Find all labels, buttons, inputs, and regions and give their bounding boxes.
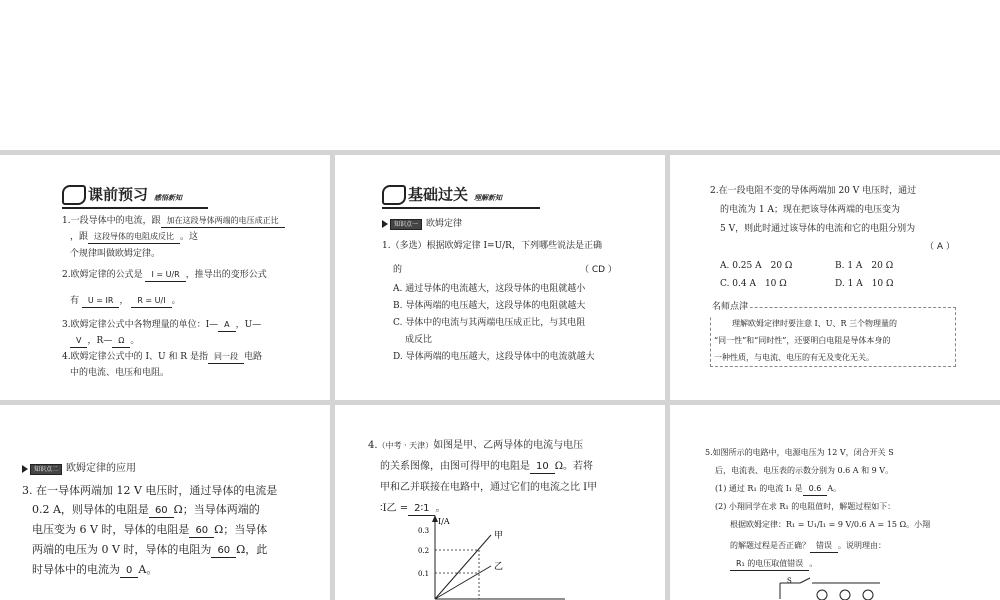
q4-line1: 4.（中考 · 天津）如图是甲、乙两导体的电流与电压 <box>368 440 584 451</box>
q1-answer: （ CD ） <box>580 265 617 275</box>
blank-top-area <box>0 0 1000 150</box>
label-jia: 甲 <box>494 531 504 541</box>
q4-line3: 甲和乙并联接在电路中，通过它们的电流之比 I甲 <box>380 482 598 493</box>
tip-line3: 一种性质，与电流、电压的有无及变化无关。 <box>714 353 874 362</box>
answer: U = IR <box>82 294 120 308</box>
topic-tag: 知识点一 <box>390 219 422 230</box>
multi-choice-tag: （多选） <box>390 241 427 251</box>
q3-line3: 电压变为 6 V 时，导体的电阻是 60 Ω；当导体 <box>32 523 268 536</box>
panel-q2 <box>670 155 1000 400</box>
option-c: C. 导体中的电流与其两端电压成正比，与其电阻 <box>393 318 586 328</box>
q2-line3: 5 V，则此时通过该导体的电流和它的电阻分别为 <box>720 224 916 234</box>
q2-line1: 2.欧姆定律的公式是 I = U/R ，推导出的变形公式 <box>62 270 267 280</box>
q1-line1: 1.一段导体中的电流，跟 加在这段导体两端的电压成正比 <box>62 213 285 230</box>
panel-q5 <box>670 405 1000 600</box>
line-jia <box>435 535 491 599</box>
q1-line2: ，跟 这段导体的电阻成反比 。这 <box>70 232 199 242</box>
panel-q3 <box>0 405 330 600</box>
tip-label: 名师点津 <box>710 299 750 316</box>
source-tag: （中考 · 天津） <box>377 441 434 450</box>
label-yi: 乙 <box>494 562 504 572</box>
panel-preview <box>0 155 330 400</box>
y-tick-label: 0.1 <box>418 570 430 578</box>
option-b: B. 导体两端的电压越大，这段导体的电阻就越大 <box>393 301 586 311</box>
answer: A <box>218 318 235 332</box>
q2-line1: 2.在一段电阻不变的导体两端加 20 V 电压时，通过 <box>710 186 917 196</box>
header-subtitle: 理解新知 <box>474 193 503 202</box>
q3-line2: V ，R— Ω 。 <box>70 333 139 350</box>
option-a: A. 0.25 A 20 Ω <box>720 261 793 271</box>
meter-icon <box>863 590 873 600</box>
triangle-icon <box>22 465 28 473</box>
answer: 60 <box>149 504 174 518</box>
header-icon <box>62 185 86 205</box>
topic-row <box>382 216 462 233</box>
q3-line1: 3. 在一导体两端加 12 V 电压时，通过导体的电流是 <box>22 484 278 497</box>
answer: 60 <box>189 524 214 538</box>
header-title: 课前预习 <box>88 185 149 204</box>
y-tick-label: 0.3 <box>418 527 430 535</box>
q5-sub1: (1) 通过 R₁ 的电流 I₁ 是 0.6 A。 <box>715 481 841 497</box>
header-icon <box>382 185 406 205</box>
panel-q4 <box>335 405 665 600</box>
q5-line1: 5.如图所示的电路中，电源电压为 12 V，闭合开关 S <box>705 448 894 457</box>
answer: 0.6 <box>803 482 828 496</box>
answer: 10 <box>530 460 555 474</box>
answer: 错误 <box>810 539 838 553</box>
topic-tag: 知识点二 <box>30 464 62 475</box>
topic-row <box>22 459 136 478</box>
option-b: B. 1 A 20 Ω <box>835 261 894 271</box>
q4-line1: 4.欧姆定律公式中的 I、U 和 R 是指 同一段 电路 <box>62 352 262 362</box>
q3-line5: 时导体中的电流为 0 A。 <box>32 563 158 576</box>
topic-title: 欧姆定律 <box>426 219 463 229</box>
y-tick-label: 0.2 <box>418 547 430 555</box>
answer: 0 <box>120 564 138 578</box>
answer: 同一段 <box>208 350 244 364</box>
answer: V <box>70 334 87 348</box>
q1-line3: 个规律叫做欧姆定律。 <box>70 249 161 259</box>
tip-line2: “同一性”和“同时性”，还要明白电阻是导体本身的 <box>714 336 891 345</box>
header-underline <box>382 207 540 209</box>
answer: 60 <box>211 544 236 558</box>
q2-line2: 的电流为 1 A；现在把该导体两端的电压变为 <box>720 205 900 215</box>
answer: 这段导体的电阻成反比 <box>88 230 180 244</box>
tip-line1: 理解欧姆定律时要注意 I、U、R 三个物理量的 <box>732 319 898 328</box>
q4-line4: ∶I乙 = 2∶1 。 <box>380 503 446 514</box>
q1-line1: 1.（多选）根据欧姆定律 I=U/R，下列哪些说法是正确 <box>382 241 602 251</box>
meter-icon <box>840 590 850 600</box>
section-header <box>62 185 182 207</box>
answer: R₁ 的电压取值错误 <box>730 557 809 571</box>
option-d: D. 导体两端的电压越大，这段导体中的电流就越大 <box>393 352 595 362</box>
q5-reason: R₁ 的电压取值错误 。 <box>730 556 817 572</box>
header-subtitle: 感悟新知 <box>154 193 183 202</box>
iu-graph <box>415 513 575 600</box>
q3-line1: 3.欧姆定律公式中各物理量的单位：I— A ，U— <box>62 320 262 330</box>
q3-line2: 0.2 A，则导体的电阻是 60 Ω；当导体两端的 <box>32 503 260 516</box>
header-underline <box>62 207 208 209</box>
line-yi <box>435 566 491 599</box>
triangle-icon <box>382 220 388 228</box>
q5-calc: 根据欧姆定律：R₁ = U₁/I₁ = 9 V/0.6 A = 15 Ω。小翔 <box>730 520 931 529</box>
q2-line2: 有 U = IR ， R = U/I 。 <box>70 296 181 306</box>
section-header <box>382 185 502 207</box>
circuit-diagram <box>770 575 890 600</box>
q5-line2: 后，电流表、电压表的示数分别为 0.6 A 和 9 V。 <box>715 466 894 475</box>
option-c: C. 0.4 A 10 Ω <box>720 279 787 289</box>
q5-sub2: (2) 小翔同学在求 R₁ 的电阻值时，解题过程如下： <box>715 502 896 511</box>
header-title: 基础过关 <box>408 185 469 204</box>
q3-line4: 两端的电压为 0 V 时，导体的电阻为 60 Ω，此 <box>32 543 268 556</box>
answer: R = U/I <box>131 294 171 308</box>
q4-line2: 中的电流、电压和电阻。 <box>70 368 170 378</box>
option-c-cont: 成反比 <box>405 335 433 345</box>
q1-line2: 的 <box>393 265 403 275</box>
option-a: A. 通过导体的电流越大，这段导体的电阻就越小 <box>393 284 586 294</box>
y-axis-label: I/A <box>438 517 450 526</box>
panel-basics <box>335 155 665 400</box>
answer: 加在这段导体两端的电压成正比 <box>161 214 285 228</box>
switch-label: S <box>787 577 792 585</box>
topic-title: 欧姆定律的应用 <box>66 463 137 474</box>
option-d: D. 1 A 10 Ω <box>835 279 894 289</box>
answer: Ω <box>112 334 130 348</box>
answer: I = U/R <box>145 268 185 282</box>
q2-answer: （ A ） <box>925 242 955 252</box>
switch <box>800 578 810 583</box>
voltmeter-icon <box>817 590 827 600</box>
q5-judge: 的解题过程是否正确？ 错误 。说明理由： <box>730 538 886 554</box>
answer: 2∶1 <box>408 502 435 516</box>
q4-line2: 的关系图像，由图可得甲的电阻是 10 Ω。若将 <box>380 461 594 472</box>
